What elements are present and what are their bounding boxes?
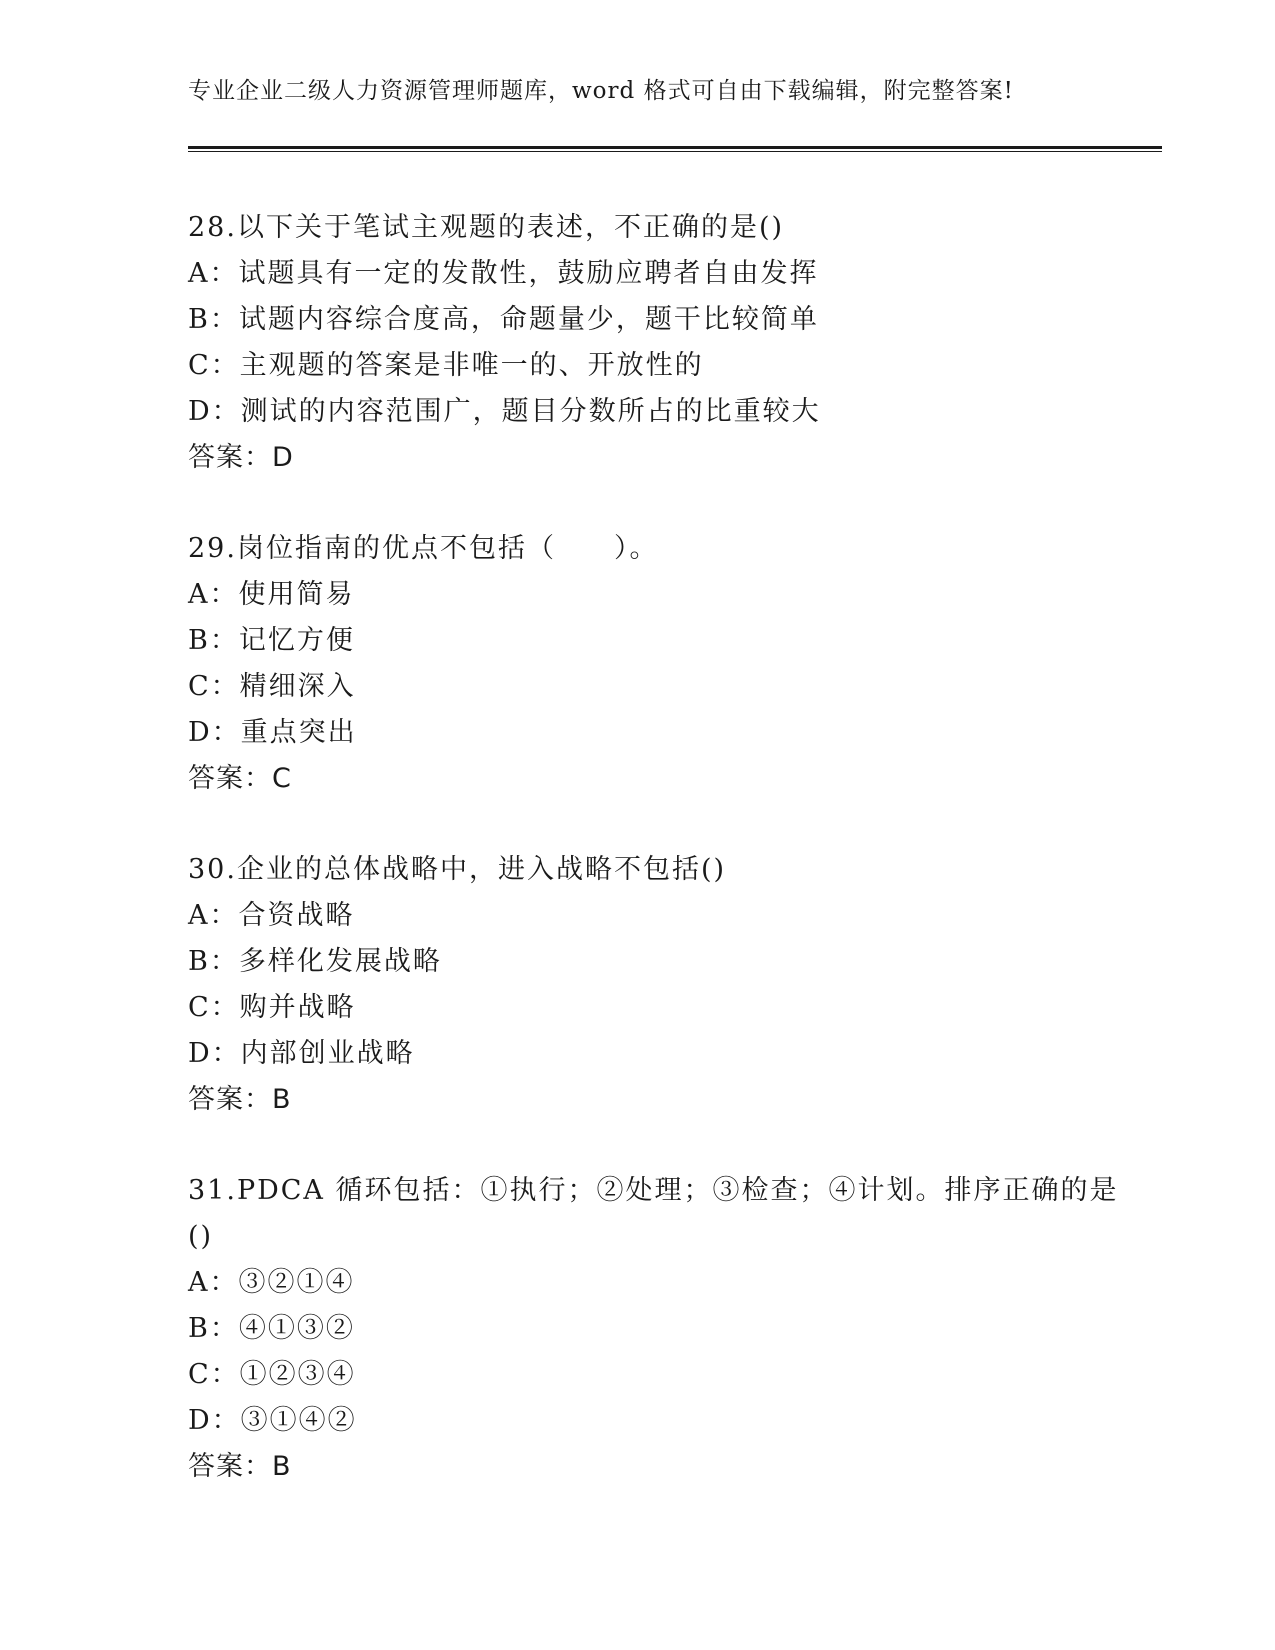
- option-a: A：③②①④: [188, 1267, 355, 1298]
- question-list: [188, 205, 1119, 1535]
- option-d: D：③①④②: [188, 1405, 357, 1436]
- question-29: [188, 526, 1088, 802]
- question-30: [188, 847, 1088, 1123]
- question-stem: 29.岗位指南的优点不包括（ ）。: [188, 533, 659, 564]
- option-b: B：试题内容综合度高，命题量少，题干比较简单: [188, 304, 819, 335]
- question-31: [188, 1168, 1119, 1490]
- header-rule-thick: [188, 146, 1162, 149]
- option-c: C：精细深入: [188, 671, 356, 702]
- option-d: D：重点突出: [188, 717, 357, 748]
- answer-line: 答案：B: [188, 1084, 292, 1115]
- question-28: [188, 205, 1088, 481]
- option-a: A：使用简易: [188, 579, 355, 610]
- answer-line: 答案：B: [188, 1451, 292, 1482]
- option-c: C：主观题的答案是非唯一的、开放性的: [188, 350, 704, 381]
- option-a: A：试题具有一定的发散性，鼓励应聘者自由发挥: [188, 258, 819, 289]
- question-stem: 31.PDCA 循环包括：①执行；②处理；③检查；④计划。排序正确的是: [188, 1175, 1119, 1206]
- option-d: D：测试的内容范围广，题目分数所占的比重较大: [188, 396, 821, 427]
- answer-line: 答案：D: [188, 442, 294, 473]
- question-stem: 28.以下关于笔试主观题的表述，不正确的是(): [188, 212, 785, 243]
- option-b: B：④①③②: [188, 1313, 355, 1344]
- question-stem-continued: (): [188, 1221, 214, 1252]
- answer-line: 答案：C: [188, 763, 292, 794]
- option-d: D：内部创业战略: [188, 1038, 415, 1069]
- option-c: C：购并战略: [188, 992, 356, 1023]
- option-a: A：合资战略: [188, 900, 355, 931]
- option-b: B：多样化发展战略: [188, 946, 442, 977]
- option-c: C：①②③④: [188, 1359, 356, 1390]
- header-rule-thin: [188, 151, 1162, 152]
- question-stem: 30.企业的总体战略中，进入战略不包括(): [188, 854, 727, 885]
- page-header: 专业企业二级人力资源管理师题库，word 格式可自由下载编辑，附完整答案!: [188, 78, 1014, 104]
- option-b: B：记忆方便: [188, 625, 355, 656]
